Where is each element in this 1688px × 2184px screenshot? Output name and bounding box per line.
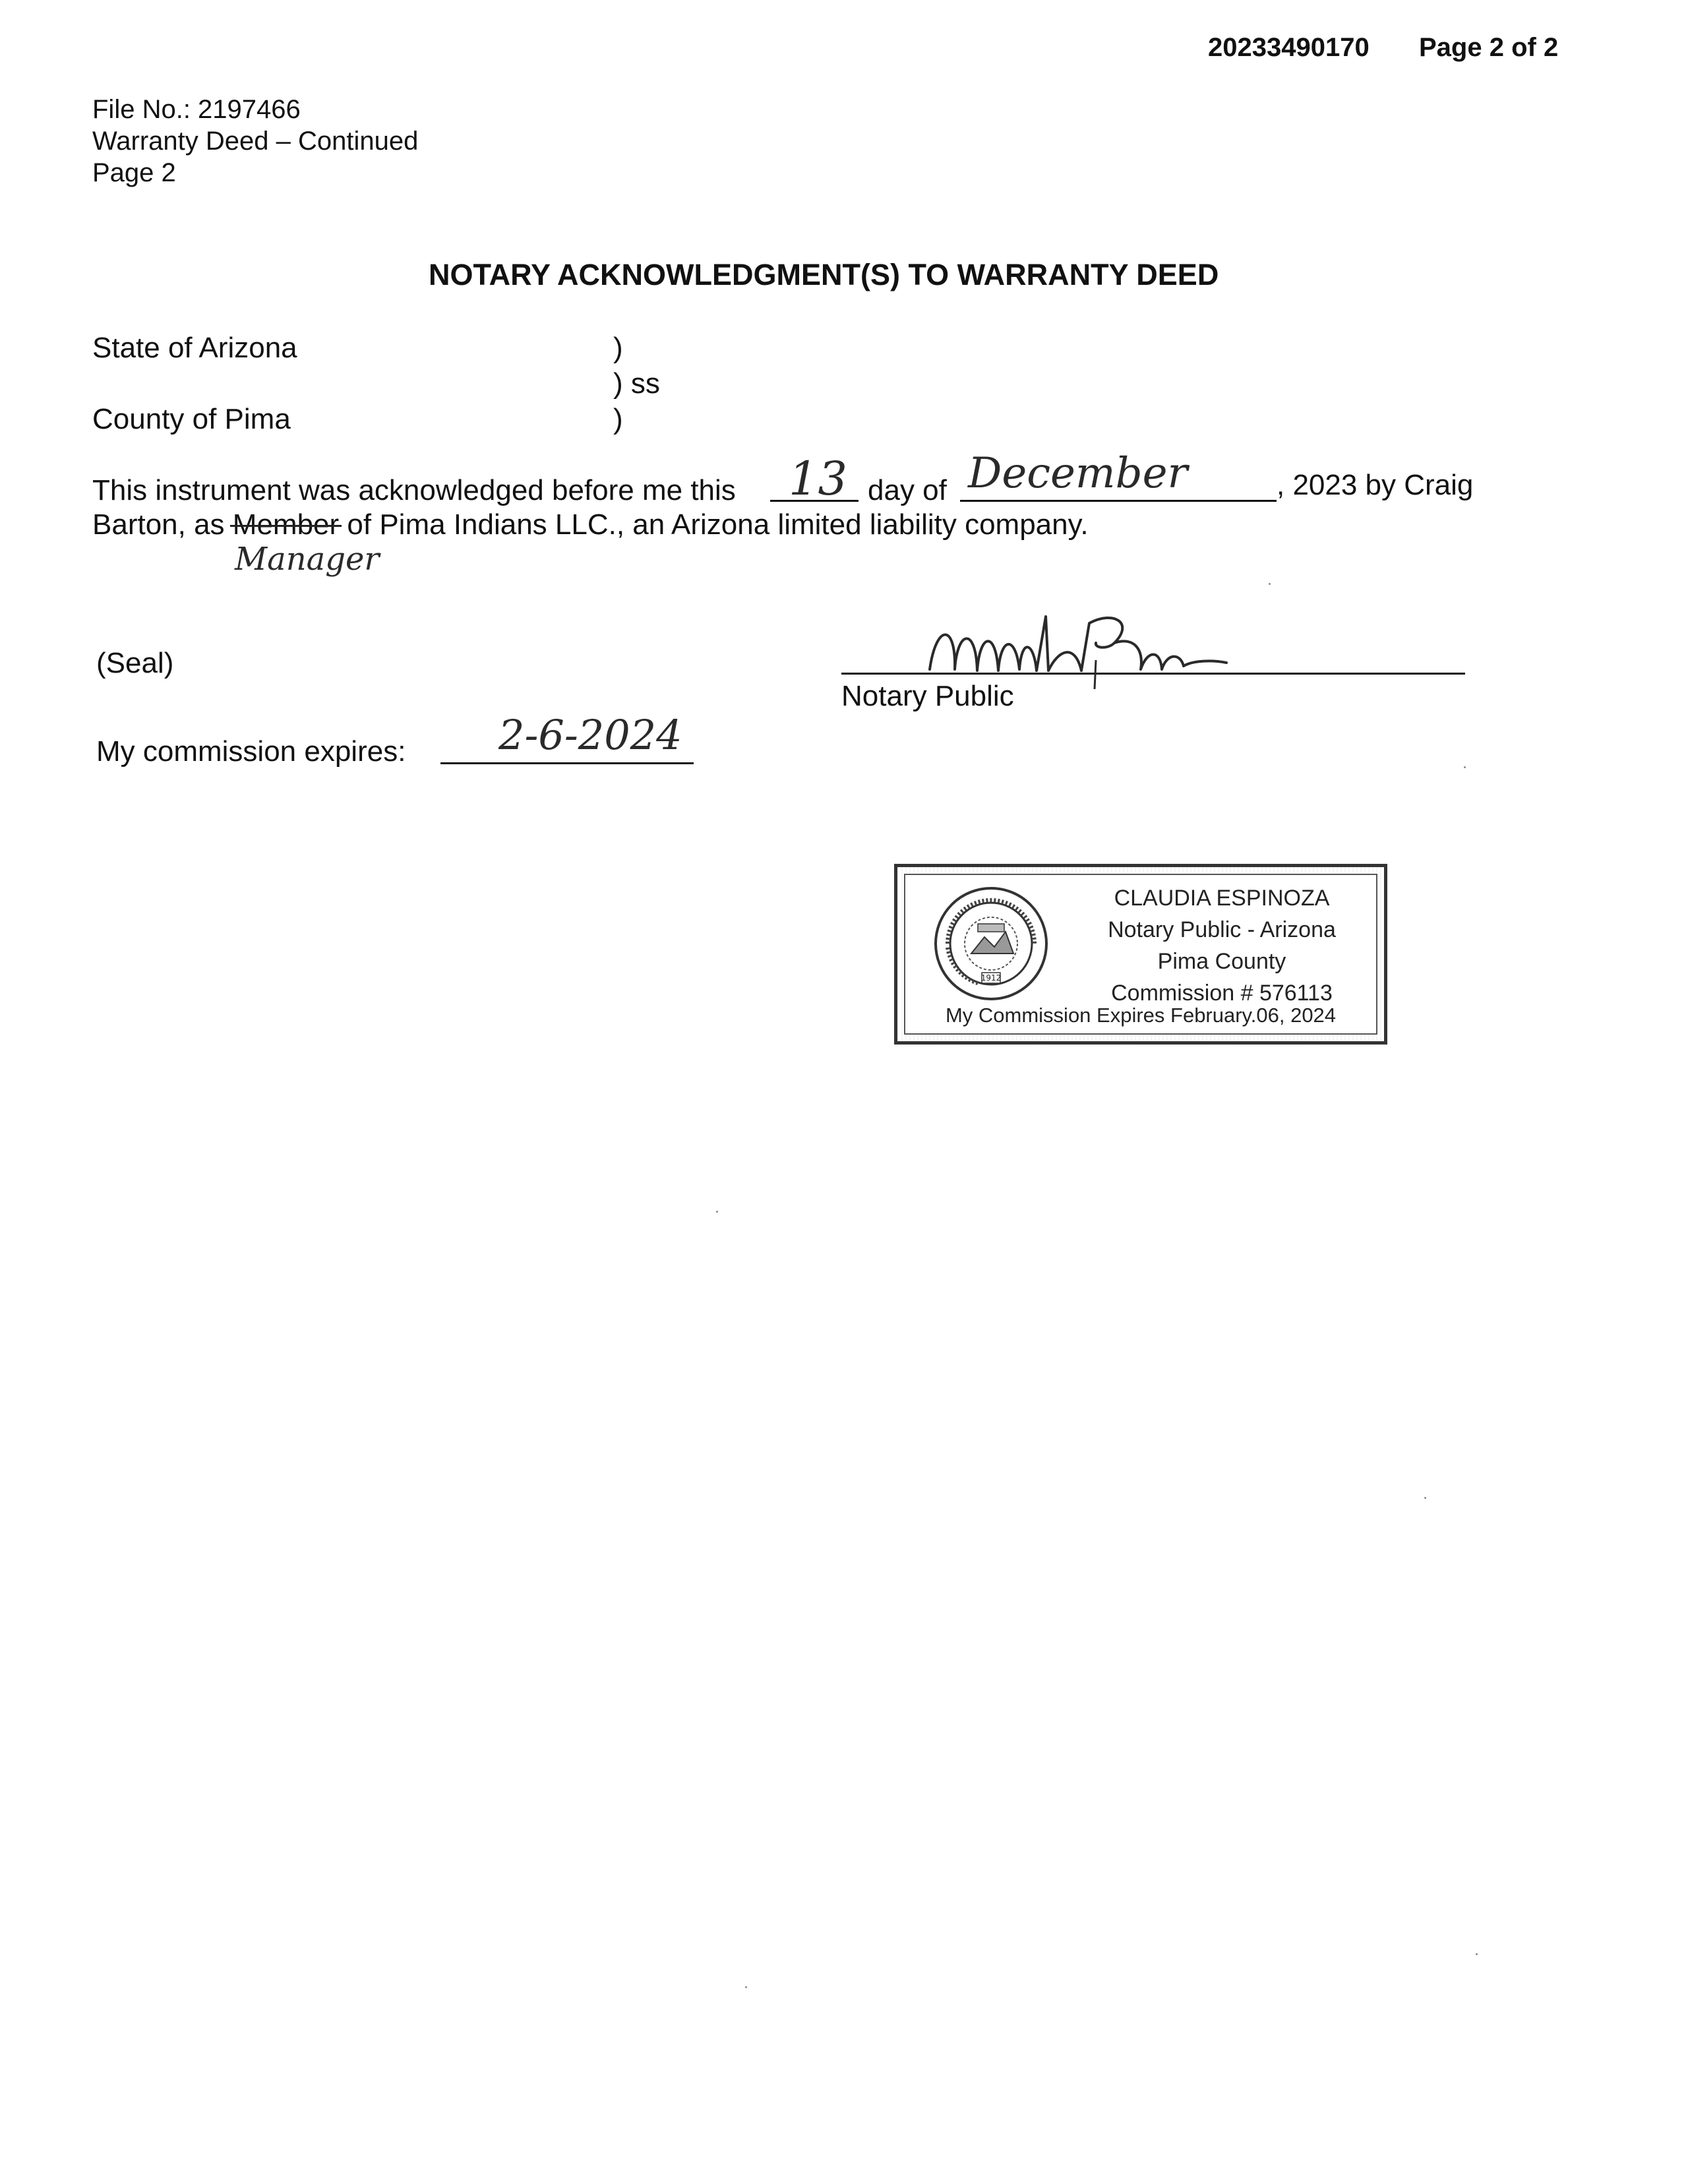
scan-speck: [1464, 766, 1466, 768]
page-label: Page 2: [92, 158, 176, 187]
page-indicator: Page 2 of 2: [1419, 33, 1559, 62]
page-title: NOTARY ACKNOWLEDGMENT(S) TO WARRANTY DEED: [429, 258, 1219, 291]
ack-line2: [92, 508, 1089, 542]
venue-state: State of Arizona: [92, 332, 297, 364]
venue-paren-top: ): [613, 332, 623, 364]
scan-speck: [745, 1986, 747, 1988]
handwritten-day: 13: [789, 452, 848, 506]
handwritten-manager: Manager: [235, 541, 380, 578]
stamp-commission-number: Commission # 576113: [1111, 981, 1333, 1006]
scan-speck: [1424, 1497, 1426, 1499]
venue-county: County of Pima: [92, 403, 291, 435]
notary-stamp-inner: [904, 874, 1377, 1035]
ack-line2-start: Barton, as: [92, 508, 225, 541]
notary-stamp: [894, 864, 1387, 1045]
stamp-notary-name: CLAUDIA ESPINOZA: [1114, 886, 1330, 911]
file-number: File No.: 2197466: [92, 95, 301, 124]
warranty-deed-continued: Warranty Deed – Continued: [92, 127, 419, 156]
seal-label: (Seal): [96, 647, 174, 679]
handwritten-commission-date: 2-6-2024: [498, 711, 682, 759]
month-blank: [960, 500, 1277, 502]
arizona-state-seal-icon: [932, 884, 1050, 1003]
notary-public-label: Notary Public: [841, 680, 1014, 712]
scan-speck: [716, 1211, 718, 1213]
ack-year-suffix: , 2023 by Craig: [1277, 469, 1474, 501]
document-number: 20233490170: [1208, 33, 1370, 62]
commission-expires-label: My commission expires:: [96, 735, 406, 768]
stamp-expiration: My Commission Expires February.06, 2024: [945, 1004, 1337, 1027]
ack-prefix: This instrument was acknowledged before me this: [92, 474, 736, 506]
seal-year: 1912: [980, 973, 1002, 983]
stamp-county: Pima County: [1157, 949, 1286, 974]
scan-speck: [1269, 583, 1271, 585]
commission-blank: [440, 762, 694, 764]
venue-ss: ) ss: [613, 367, 660, 400]
scan-speck: [1476, 1953, 1478, 1955]
stamp-notary-title: Notary Public - Arizona: [1108, 917, 1336, 942]
ack-day-label: day of: [868, 474, 947, 506]
venue-paren-bottom: ): [613, 403, 623, 435]
ack-line2-rest: of Pima Indians LLC., an Arizona limited liability company.: [347, 508, 1089, 541]
handwritten-month: December: [968, 449, 1188, 498]
struck-member: Member: [232, 508, 340, 541]
